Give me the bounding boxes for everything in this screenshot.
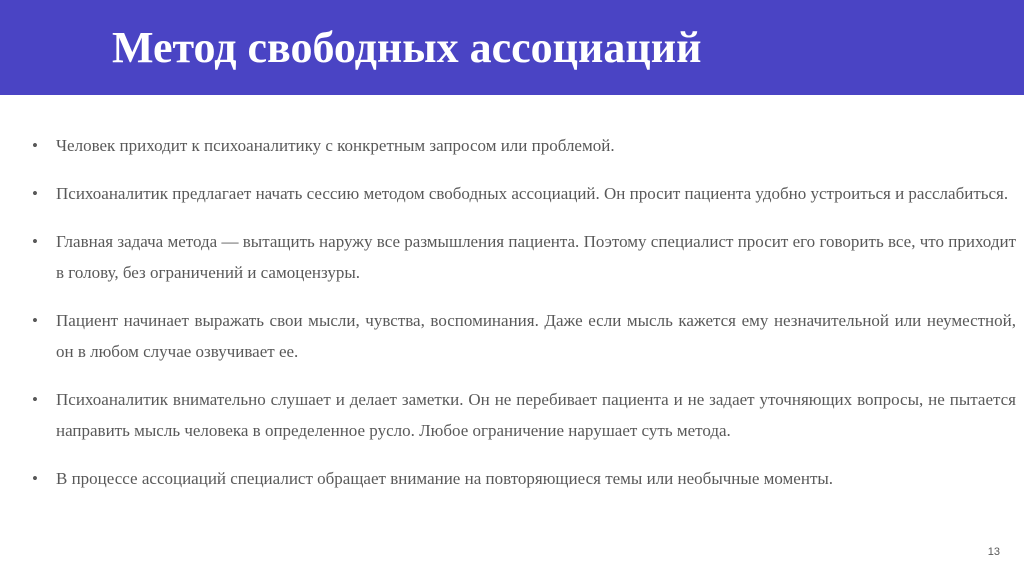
page-number: 13 <box>987 546 1000 558</box>
bullet-item <box>32 130 1016 161</box>
bullet-dot-icon: • <box>32 232 38 251</box>
bullet-item <box>32 305 1016 367</box>
bullet-item <box>32 226 1016 288</box>
bullet-dot-icon: • <box>32 136 38 155</box>
bullet-text: Главная задача метода — вытащить наружу все размышления пациента. Поэтому специалист просит его говорить все, что приходит в голову, без ограничений и самоцензуры. <box>56 232 1016 282</box>
bullet-item <box>32 384 1016 446</box>
bullet-dot-icon: • <box>32 469 38 488</box>
slide-content <box>32 130 1016 494</box>
bullet-item <box>32 463 1016 494</box>
bullet-list <box>32 130 1016 494</box>
bullet-text: В процессе ассоциаций специалист обращает внимание на повторяющиеся темы или необычные моменты. <box>56 469 834 488</box>
bullet-text: Психоаналитик внимательно слушает и делает заметки. Он не перебивает пациента и не задает уточняющих вопросы, не пытается направить мысль человека в определенное русло. Любое ограничение нарушает суть метода. <box>56 390 1016 440</box>
bullet-text: Пациент начинает выражать свои мысли, чувства, воспоминания. Даже если мысль кажется ему незначительной или неуместной, он в любом случае озвучивает ее. <box>56 311 1016 361</box>
slide-title: Метод свободных ассоциаций <box>112 23 702 72</box>
bullet-dot-icon: • <box>32 184 38 203</box>
bullet-dot-icon: • <box>32 311 38 330</box>
bullet-item <box>32 178 1016 209</box>
bullet-dot-icon: • <box>32 390 38 409</box>
bullet-text: Человек приходит к психоаналитику с конкретным запросом или проблемой. <box>56 136 615 155</box>
title-bar <box>0 0 1024 95</box>
bullet-text: Психоаналитик предлагает начать сессию методом свободных ассоциаций. Он просит пациента удобно устроиться и расслабиться. <box>56 184 1009 203</box>
